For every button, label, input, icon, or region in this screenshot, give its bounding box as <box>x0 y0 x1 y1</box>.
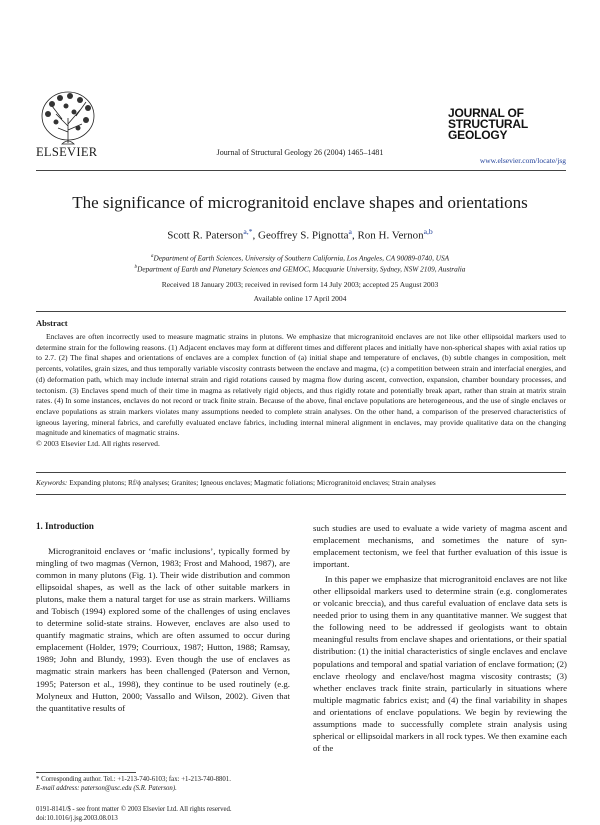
affiliation: $^b$Department of Earth and Planetary Sciences and GEMOC, Macquarie University, Sydney, NSW 2109, Australia <box>134 264 466 274</box>
body-column-right <box>313 522 567 754</box>
body-paragraph: In this paper we emphasize that microgranitoid enclaves are not like other ellipsoidal markers used to determine strain (e.g. conglomerates or volcanic breccia), and thus careful evaluation of enclave data sets is needed prior to using them in any quantitative manner. We suggest that the following need to be addressed if geologists want to obtain meaningful results from enclave shapes and orientations, or their spatial distribution: (1) the initial characteristics of single enclaves and enclave populations and temporal and spatial variation of enclave formation; (2) enclave rheology and enclave/host magma viscosity contrasts; (3) whether enclaves track finite strain, particularly in situations where multiple magmatic fabrics exist; and (4) the final variability in shapes and orientations of enclave populations. We begin by reviewing the assumptions made to successfully complete strain analysis using spherical or ellipsoidal markers in all rock types. We then examine each of the <box>313 574 567 753</box>
page-footer <box>36 806 336 823</box>
keywords-top-divider <box>36 472 566 473</box>
footnote-divider <box>36 772 136 773</box>
section-heading: 1. Introduction <box>36 521 94 531</box>
author-affil-mark[interactable]: a,* <box>243 227 253 236</box>
journal-logo <box>448 108 568 141</box>
abstract-heading: Abstract <box>36 318 68 328</box>
keywords-label: Keywords: <box>36 478 68 487</box>
author-affil-mark[interactable]: a,b <box>423 227 433 236</box>
author-list: Scott R. Paterson$^{a,*}$, Geoffrey S. Pignotta$^a$, Ron H. Vernon$^{a,b}$ <box>167 227 433 242</box>
received-dates: Received 18 January 2003; received in revised form 14 July 2003; accepted 25 August 2003 <box>161 280 439 289</box>
abstract-body <box>36 332 566 450</box>
abstract-top-divider <box>36 311 566 312</box>
body-paragraph: Microgranitoid enclaves or ‘mafic inclusions’, typically formed by mingling of two magmas (Vernon, 1983; Frost and Mahood, 1987), are common in many plutons (Fig. 1). Their wide distribution and common ellipsoidal shapes, as well as the lack of other suitable markers in plutons, make them a natural target for use as strain markers. Williams and Tobisch (1994) explored some of the challenges of using enclaves to determine solid-state strains. However, enclaves are also used to quantify magmatic strains, which are often assumed to occur during emplacement (Holder, 1979; Courrioux, 1987; Hutton, 1988; Ramsay, 1989; John and Blundy, 1993). Even though the use of enclaves as magmatic strain markers has been challenged (Paterson and Vernon, 1995; Paterson et al., 1998), they continue to be used routinely (e.g. Molyneux and Hutton, 2000; Vassallo and Wilson, 2002). Given that the quantitative results of <box>36 546 290 713</box>
abstract-text: Enclaves are often incorrectly used to measure magmatic strains in plutons. We emphasize that microgranitoid enclaves are not like other ellipsoidal markers used to determine strain for the following reasons. (1) Adjacent enclaves may form at different times and different places and initially have non-spherical shapes with axial ratios up to 2.7. (2) The final shapes and orientations of enclaves are a complex function of (a) initial shape and temperature of enclaves, (b) subtle changes in composition, melt percents, volatiles, grain sizes, and thus temporally variable viscosity contrasts between the enclave and magma, (c) a competition between strain and interfacial energies, and (d) deformation path, which may include internal strain and rigid rotations caused by magma flow during ascent, convection, expansion, chamber boundary processes, and tectonism. (3) Enclaves spend much of their time in magma as relatively rigid objects, and thus rigidly rotate and potentially break apart, rather than strain at matrix strain rates. (4) In some instances, enclaves do not record or track finite strain. Because of the above, final enclave populations are heterogeneous, and the use of single enclaves or enclave populations as strain markers violates many assumptions needed to complete strain analyses. On the other hand, a comparison of the preserved characteristics of igneous layering, mineral fabrics, and carefully evaluated enclave fabrics, including internal mineral alignment in enclaves, may provide qualitative data on the changing magnitude and kinematics of magmatic strains. <box>36 332 566 438</box>
journal-logo-line: JOURNAL OF <box>448 106 524 120</box>
journal-logo-line: GEOLOGY <box>448 128 508 142</box>
online-date: Available online 17 April 2004 <box>253 294 347 303</box>
keywords-line <box>36 478 566 487</box>
issn-line: 0191-8141/$ - see front matter © 2003 Elsevier Ltd. All rights reserved. <box>36 806 232 813</box>
journal-url-link[interactable]: www.elsevier.com/locate/jsg <box>479 156 566 165</box>
affiliation: $^a$Department of Earth Sciences, University of Southern California, Los Angeles, CA 90089-0740, USA <box>150 253 450 263</box>
body-paragraph: such studies are used to evaluate a wide variety of magma ascent and emplacement mechanisms, and sometimes the nature of syn-emplacement tectonism, we feel that further evaluation of this issue is important. <box>313 523 567 570</box>
keywords-text: Expanding plutons; Rf/ϕ analyses; Granites; Igneous enclaves; Magmatic foliations; Microgranitoid enclaves; Strain analyses <box>69 478 436 487</box>
footnote <box>36 776 296 793</box>
header-divider <box>36 170 566 171</box>
abstract-copyright: © 2003 Elsevier Ltd. All rights reserved. <box>36 439 160 449</box>
body-column-left <box>36 545 290 714</box>
author-name: Scott R. Paterson <box>167 229 244 242</box>
author-name: Geoffrey S. Pignotta <box>258 229 349 242</box>
keywords-bottom-divider <box>36 494 566 495</box>
author-affil-mark[interactable]: a <box>348 227 352 236</box>
doi-line: doi:10.1016/j.jsg.2003.08.013 <box>36 814 118 822</box>
publisher-name: ELSEVIER <box>36 145 98 159</box>
article-title: The significance of microgranitoid enclave shapes and orientations <box>72 193 528 212</box>
journal-reference: Journal of Structural Geology 26 (2004) 1465–1481 <box>216 148 384 157</box>
corresponding-author-note: * Corresponding author. Tel.: +1-213-740-6103; fax: +1-213-740-8801. <box>36 776 231 783</box>
email-note: E-mail address: paterson@usc.edu (S.R. Paterson). <box>36 784 177 792</box>
journal-logo-line: STRUCTURAL <box>448 117 528 131</box>
author-name: Ron H. Vernon <box>357 229 424 242</box>
